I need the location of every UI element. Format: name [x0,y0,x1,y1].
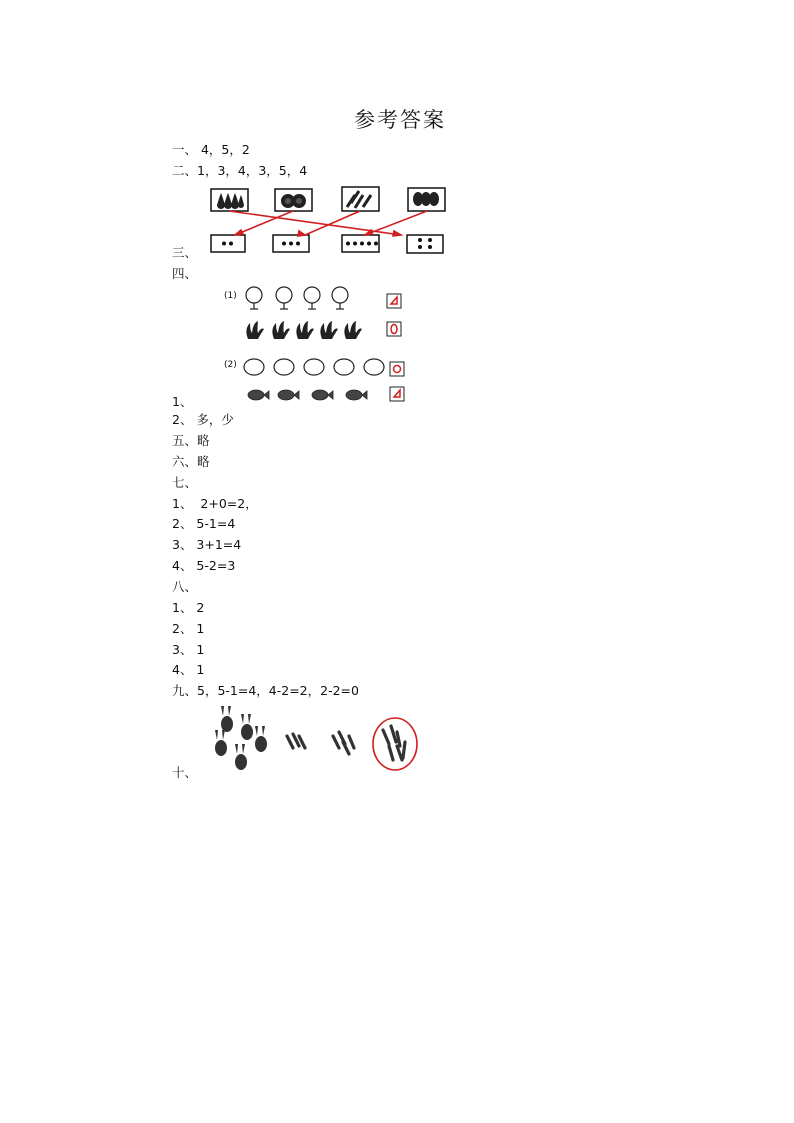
rabbit-group [215,706,267,770]
answer-q6: 六、略 [172,454,210,469]
answer-q7: 七、 [172,475,198,490]
answer-box-1a [387,294,401,308]
answer-q8-1: 1、 2 [172,600,205,615]
answer-q2: 二、1，3，4，3，5，4 [172,163,308,178]
answer-q7-3: 3、 3+1=4 [172,537,242,552]
answer-q1: 一、 4，5，2 [172,142,250,157]
dots-5-box [342,235,379,252]
part1-label: (1) [224,291,237,301]
answer-box-2b [390,387,404,401]
carrot-group-3 [287,734,305,748]
dots-2-box [211,235,245,252]
rabbits-carrots-figure [205,702,437,778]
box-tomatoes [275,189,312,211]
answer-q8-4: 4、 1 [172,662,205,677]
answer-q7-1: 1、 2+0=2， [172,496,258,511]
answer-box-2a [390,362,404,376]
part2-label: (2) [224,360,237,370]
answer-q8-3: 3、 1 [172,642,205,657]
dots-4-box [407,235,443,253]
carrot-group-4 [333,732,354,754]
carrot-group-5-circled [373,718,417,770]
box-leaves [408,188,445,211]
answer-q4: 四、 [172,266,198,281]
answer-q4-2: 2、 多，少 [172,412,234,427]
page-title: 参考答案 [354,108,446,132]
answer-q3: 三、 [172,245,198,260]
comparison-figure [220,283,425,405]
answer-q7-2: 2、 5-1=4 [172,516,236,531]
box-drops [211,189,248,211]
answer-q8-2: 2、 1 [172,621,205,636]
box-carrots [342,187,379,211]
plant-row [246,321,362,339]
answer-q10: 十、 [172,765,198,780]
answer-q8: 八、 [172,579,198,594]
bee-row [244,359,384,375]
answer-q5: 五、略 [172,433,210,448]
dots-3-box [273,235,309,252]
answer-q9: 九、5，5-1=4，4-2=2，2-2=0 [172,683,359,698]
fish-row [248,390,367,400]
answer-q4-1: 1、 [172,394,193,409]
match-lines [229,211,427,236]
answer-q7-4: 4、 5-2=3 [172,558,236,573]
tree-row [246,287,348,309]
matching-figure [205,183,450,259]
answer-box-1b [387,322,401,336]
